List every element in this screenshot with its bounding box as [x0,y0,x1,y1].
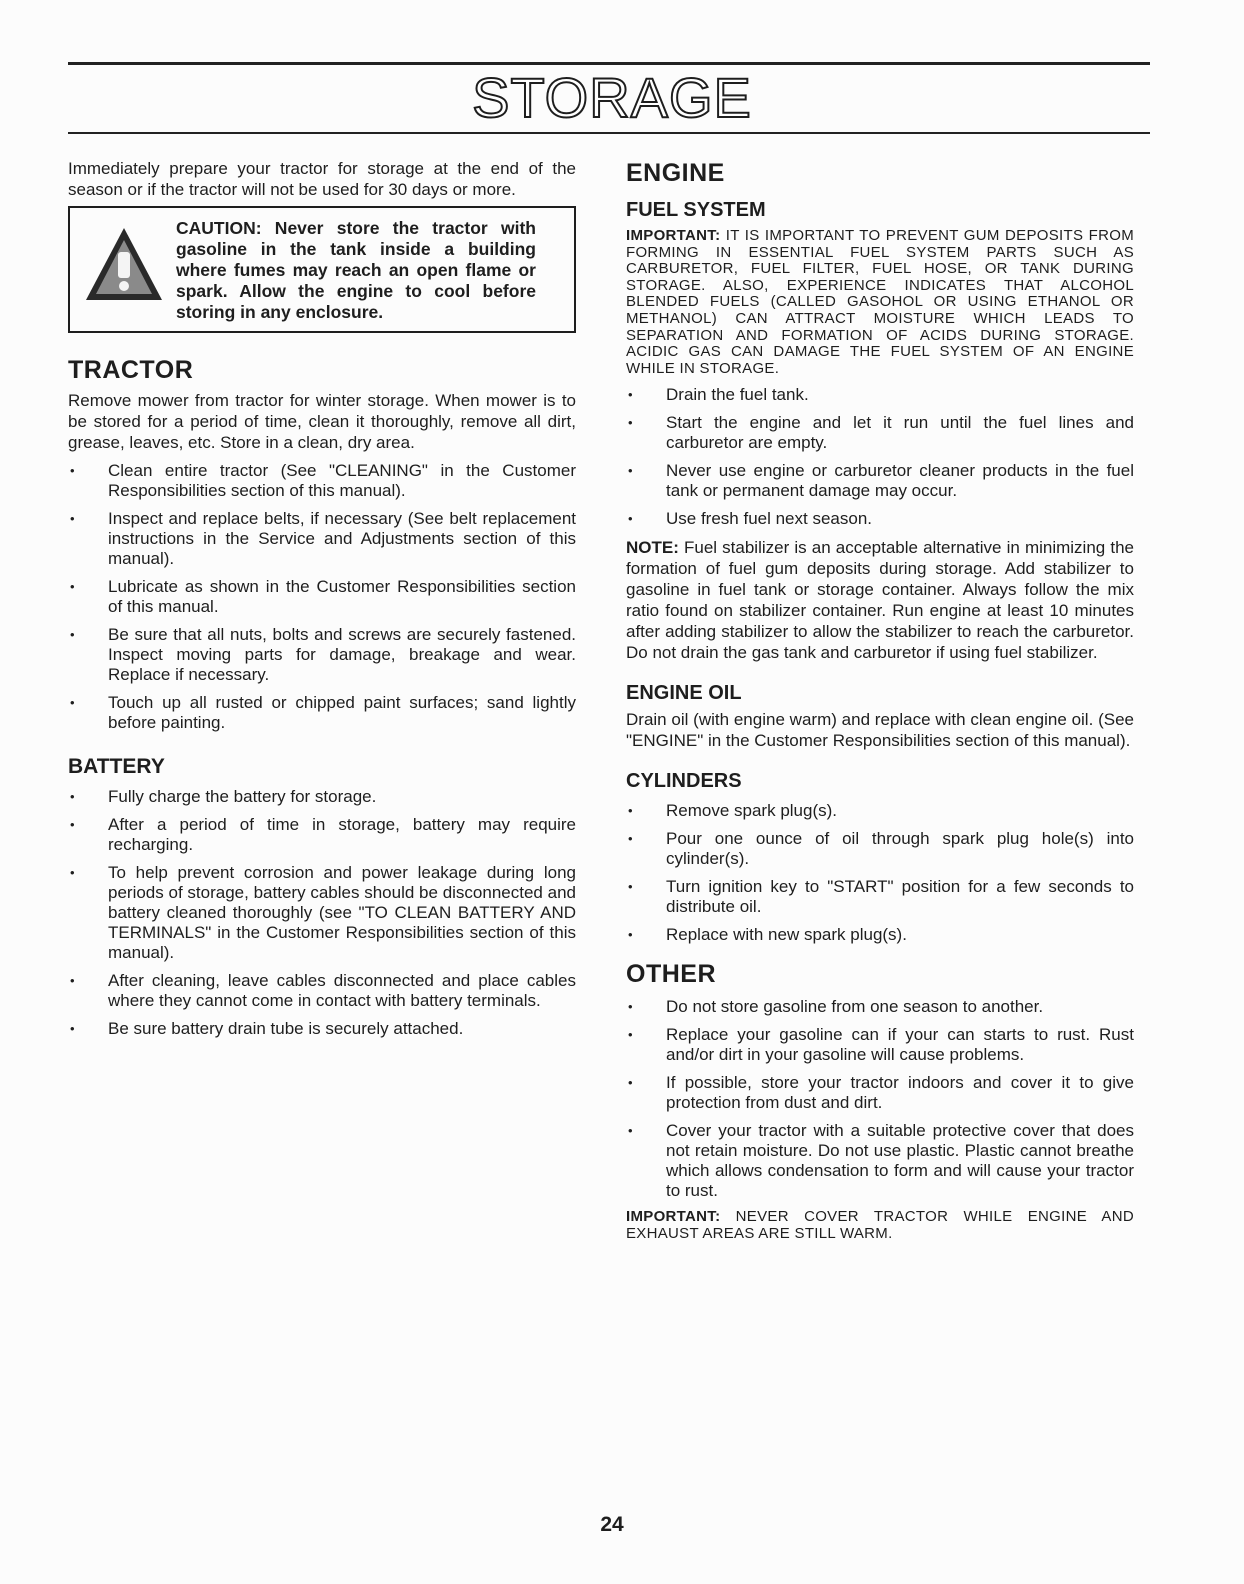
caution-box [68,206,576,333]
list-item: • Turn ignition key to "START" position for a few seconds to distribute oil. [626,877,1134,917]
list-item: • Remove spark plug(s). [626,801,1134,821]
caution-text: CAUTION: Never store the tractor with gasoline in the tank inside a building where fumes may reach an open flame or spark. Allow the engine to cool before storing in any enclosure. [176,218,536,322]
tractor-list [68,461,576,733]
list-item: • Cover your tractor with a suitable protective cover that does not retain moisture. Do not use plastic. Plastic cannot breathe which allows condensation to form and will cause your tractor to rust. [626,1121,1134,1201]
cylinders-list [626,801,1134,945]
list-item: • Do not store gasoline from one season to another. [626,997,1134,1017]
other-list [626,997,1134,1201]
list-item: • Start the engine and let it run until the fuel lines and carburetor are empty. [626,413,1134,453]
battery-heading: BATTERY [68,755,165,778]
intro-text: Immediately prepare your tractor for storage at the end of the season or if the tractor will not be used for 30 days or more. [68,159,576,199]
other-heading: OTHER [626,960,716,989]
other-important [626,1209,1134,1242]
tractor-heading: TRACTOR [68,356,194,384]
fuel-list [626,385,1134,529]
right-column [626,158,1134,1243]
list-item: • After a period of time in storage, battery may require recharging. [68,815,576,855]
cylinders-heading: CYLINDERS [626,770,742,793]
list-item: • Use fresh fuel next season. [626,509,1134,529]
list-item: • Inspect and replace belts, if necessary (See belt replacement instructions in the Service and Adjustments section of this manual). [68,509,576,569]
fuel-system-heading: FUEL SYSTEM [626,199,766,221]
list-item: • Be sure battery drain tube is securely attached. [68,1019,576,1039]
engine-oil-heading: ENGINE OIL [626,682,742,705]
left-column [68,158,576,1039]
important-text: NEVER COVER TRACTOR WHILE ENGINE AND EXHAUST AREAS ARE STILL WARM. [626,1208,1134,1242]
list-item: • Be sure that all nuts, bolts and screws are securely fastened. Inspect moving parts for damage, breakage and wear. Replace if necessary. [68,625,576,685]
engine-oil-body: Drain oil (with engine warm) and replace with clean engine oil. (See "ENGINE" in the Customer Responsibilities section of this manual). [626,710,1134,751]
list-item: • To help prevent corrosion and power leakage during long periods of storage, battery cables should be disconnected and battery cleaned thoroughly (see "TO CLEAN BATTERY AND TERMINALS" in the Customer Responsibilities section of this manual). [68,863,576,963]
title-bottom-rule [68,132,1150,134]
tractor-body: Remove mower from tractor for winter storage. When mower is to be stored for a period of time, clean it thoroughly, remove all dirt, grease, leaves, etc. Store in a clean, dry area. [68,391,576,452]
note-text: Fuel stabilizer is an acceptable alternative in minimizing the formation of fuel gum deposits during storage. Add stabilizer to gasoline in fuel tank or storage container. Always follow the mix ratio found on stabilizer container. Run engine at least 10 minutes after adding stabilizer to allow the stabilizer to reach the carburetor. Do not drain the gas tank and carburetor if using fuel stabilizer. [626,538,1134,663]
list-item: • Drain the fuel tank. [626,385,1134,405]
list-item: • Never use engine or carburetor cleaner products in the fuel tank or permanent damage may occur. [626,461,1134,501]
list-item: • Fully charge the battery for storage. [68,787,576,807]
list-item: • Pour one ounce of oil through spark plug hole(s) into cylinder(s). [626,829,1134,869]
important-label: IMPORTANT: [626,1208,721,1226]
list-item: • Replace your gasoline can if your can starts to rust. Rust and/or dirt in your gasoline will cause problems. [626,1025,1134,1065]
fuel-note [626,537,1134,663]
list-item: • Replace with new spark plug(s). [626,925,1134,945]
battery-list [68,787,576,1039]
page-title: STORAGE [472,66,752,129]
list-item: • Clean entire tractor (See "CLEANING" in the Customer Responsibilities section of this manual). [68,461,576,501]
important-text: IT IS IMPORTANT TO PREVENT GUM DEPOSITS FROM FORMING IN ESSENTIAL FUEL SYSTEM PARTS SUCH AS CARBURETOR, FUEL FILTER, FUEL HOSE, OR TANK DURING STORAGE. ALSO, EXPERIENCE INDICATES THAT ALCOHOL BLENDED FUELS (CALLED GASOHOL OR USING ETHANOL OR METHANOL) CAN ATTRACT MOISTURE WHICH LEADS TO SEPARATION AND FORMATION OF ACIDS DURING STORAGE. ACIDIC GAS CAN DAMAGE THE FUEL SYSTEM OF AN ENGINE WHILE IN STORAGE. [626,227,1134,377]
list-item: • If possible, store your tractor indoors and cover it to give protection from dust and dirt. [626,1073,1134,1113]
fuel-important [626,228,1134,377]
list-item: • Touch up all rusted or chipped paint surfaces; sand lightly before painting. [68,693,576,733]
list-item: • Lubricate as shown in the Customer Responsibilities section of this manual. [68,577,576,617]
page-number: 24 [600,1513,624,1536]
engine-heading: ENGINE [626,159,725,187]
list-item: • After cleaning, leave cables disconnected and place cables where they cannot come in contact with battery terminals. [68,971,576,1011]
note-label: NOTE: [626,538,679,558]
important-label: IMPORTANT: [626,227,721,244]
warning-icon [84,226,164,302]
